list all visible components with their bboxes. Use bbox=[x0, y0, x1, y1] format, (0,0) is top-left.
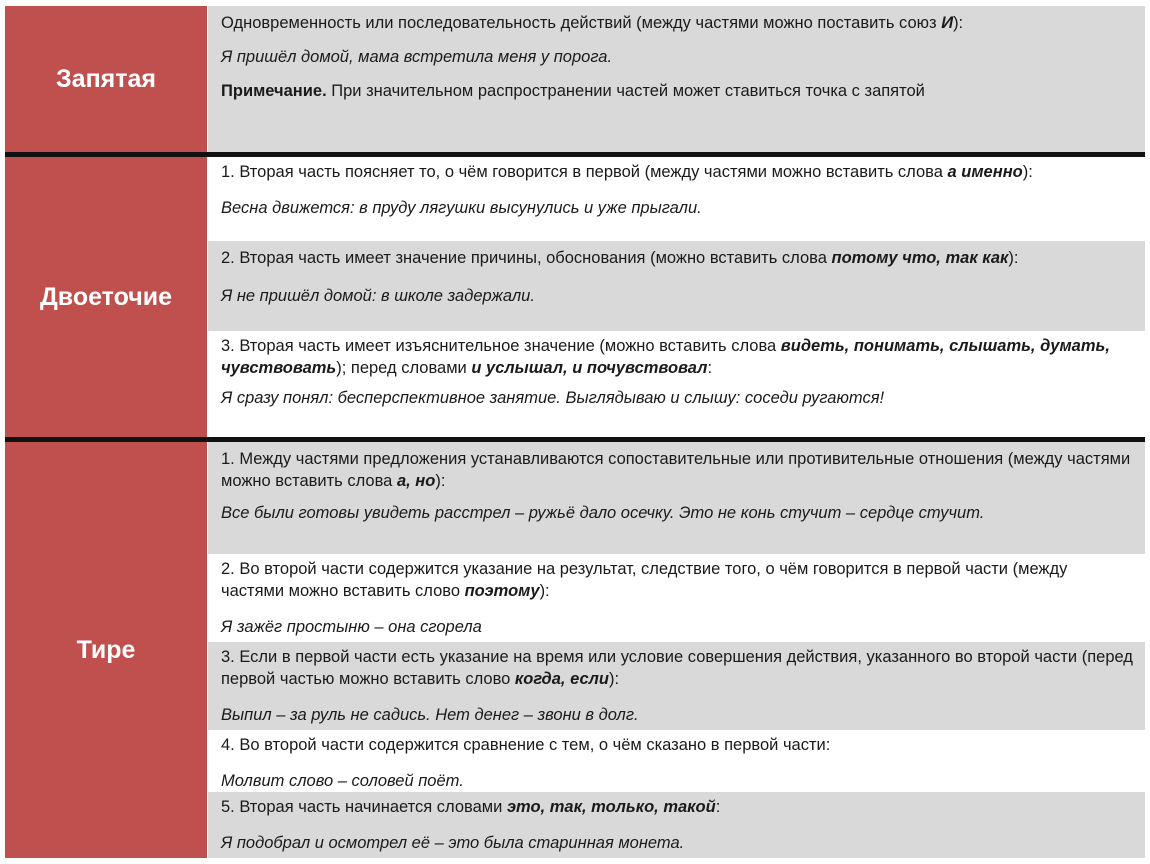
example-text: Я сразу понял: бесперспективное занятие. Выглядываю и слышу: соседи ругаются! bbox=[221, 389, 885, 407]
example-text: Весна движется: в пруду лягушки высунулись и уже прыгали. bbox=[221, 199, 702, 217]
rule-text: Одновременность или последовательность действий (между частями можно поставить союз И): bbox=[221, 14, 964, 32]
example-text: Все были готовы увидеть расстрел – ружьё дало осечку. Это не конь стучит – сердце стучит. bbox=[221, 504, 985, 522]
example-text: Выпил – за руль не садись. Нет денег – звони в долг. bbox=[221, 706, 639, 724]
punctuation-table bbox=[5, 6, 1145, 858]
example-text: Я подобрал и осмотрел её – это была старинная монета. bbox=[221, 834, 685, 852]
section-content bbox=[208, 6, 1145, 152]
section-comma bbox=[5, 6, 1145, 152]
rule-row bbox=[208, 442, 1145, 554]
rule-row bbox=[208, 157, 1145, 241]
rule-row bbox=[208, 642, 1145, 730]
section-label: Двоеточие bbox=[5, 157, 207, 437]
rule-row bbox=[208, 241, 1145, 331]
example-text: Я не пришёл домой: в школе задержали. bbox=[221, 287, 535, 305]
rule-text: 1. Между частями предложения устанавливаются сопоставительные или противительные отношения (между частями можно вставить слова а, но): bbox=[221, 450, 1131, 490]
rule-row bbox=[208, 331, 1145, 437]
rule-text: 1. Вторая часть поясняет то, о чём говорится в первой (между частями можно вставить слова а именно): bbox=[221, 163, 1033, 181]
rule-text: 3. Вторая часть имеет изъяснительное значение (можно вставить слова видеть, понимать, слышать, думать, чувствовать); перед словами и услышал, и почувствовал: bbox=[221, 337, 1110, 377]
section-content bbox=[208, 442, 1145, 858]
rule-row bbox=[208, 6, 1145, 152]
note-text: Примечание. При значительном распространении частей может ставиться точка с запятой bbox=[221, 82, 925, 100]
rule-text: 3. Если в первой части есть указание на время или условие совершения действия, указанного во второй части (перед первой частью можно вставить слово когда, если): bbox=[221, 648, 1133, 688]
section-label: Запятая bbox=[5, 6, 207, 152]
rule-text: 4. Во второй части содержится сравнение с тем, о чём сказано в первой части: bbox=[221, 736, 831, 754]
example-text: Молвит слово – соловей поёт. bbox=[221, 772, 464, 790]
example-text: Я зажёг простыню – она сгорела bbox=[221, 618, 482, 636]
section-label: Тире bbox=[5, 442, 207, 858]
rule-text: 2. Во второй части содержится указание на результат, следствие того, о чём говорится в первой части (между частями можно вставить слово поэтому): bbox=[221, 560, 1068, 600]
section-colon bbox=[5, 157, 1145, 437]
rule-text: 2. Вторая часть имеет значение причины, обоснования (можно вставить слова потому что, так как): bbox=[221, 249, 1019, 267]
section-content bbox=[208, 157, 1145, 437]
example-text: Я пришёл домой, мама встретила меня у порога. bbox=[221, 48, 613, 66]
rule-text: 5. Вторая часть начинается словами это, так, только, такой: bbox=[221, 798, 721, 816]
section-dash bbox=[5, 442, 1145, 858]
rule-row bbox=[208, 730, 1145, 792]
rule-row bbox=[208, 554, 1145, 642]
rule-row bbox=[208, 792, 1145, 858]
